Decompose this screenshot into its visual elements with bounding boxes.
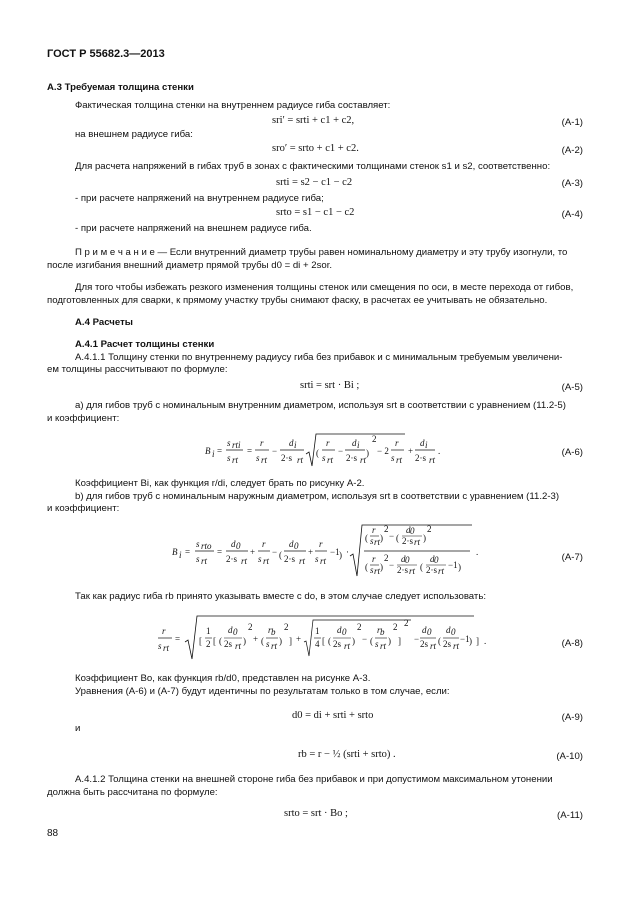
svg-text:s: s (315, 554, 319, 564)
svg-text:rt: rt (163, 643, 170, 653)
svg-text:i: i (425, 440, 428, 450)
svg-text:[: [ (199, 636, 202, 646)
equation-a2: sro′ = srto + c1 + c2. (272, 143, 359, 154)
svg-text:(: ( (365, 562, 368, 572)
svg-text:(: ( (370, 636, 373, 646)
svg-text:−1: −1 (330, 547, 340, 557)
svg-text:): ) (423, 533, 426, 543)
text-line: а) для гибов труб с номинальным внутренним диаметром, используя srt в соответствии с уравнением (11.2-5) (75, 400, 566, 411)
svg-text:s: s (370, 536, 374, 546)
svg-text:): ) (339, 550, 342, 560)
equation-number: (А-2) (561, 145, 583, 156)
svg-text:]: ] (398, 636, 401, 646)
text-line: А.4.1.1 Толщину стенки по внутреннему радиусу гиба без прибавок и с минимальным требуемым увеличени- (75, 352, 563, 363)
svg-text:d: d (420, 438, 425, 448)
svg-text:): ) (380, 562, 383, 572)
text-line: и коэффициент: (47, 413, 120, 424)
svg-text:rt: rt (380, 641, 387, 651)
svg-text:(: ( (328, 636, 331, 646)
svg-text:[: [ (322, 636, 325, 646)
svg-text:1: 1 (206, 626, 211, 636)
svg-text:2·s: 2·s (397, 565, 408, 575)
svg-text:0: 0 (405, 555, 410, 565)
svg-text:.: . (476, 547, 479, 557)
svg-text:]: ] (476, 636, 479, 646)
svg-text:): ) (469, 636, 472, 646)
svg-text:rt: rt (320, 556, 327, 566)
svg-text:2·s: 2·s (346, 453, 357, 463)
note-line: после изгибания внешний диаметр прямой трубы d0 = di + 2sor. (47, 260, 333, 271)
svg-text:−: − (362, 634, 368, 644)
svg-text:s: s (227, 438, 231, 448)
svg-text:s: s (258, 554, 262, 564)
svg-text:rt: rt (297, 455, 304, 465)
svg-text:i: i (357, 440, 360, 450)
svg-text:r: r (268, 625, 272, 635)
svg-text:(: ( (420, 562, 423, 572)
svg-text:−: − (338, 446, 344, 456)
svg-text:=: = (175, 634, 181, 644)
svg-text:−: − (272, 446, 278, 456)
svg-text:]: ] (289, 636, 292, 646)
equation-number: (А-8) (561, 638, 583, 649)
svg-text:0: 0 (451, 627, 456, 637)
svg-text:+: + (253, 634, 259, 644)
svg-text:rt: rt (327, 455, 334, 465)
svg-text:(: ( (438, 636, 441, 646)
svg-text:d: d (289, 438, 294, 448)
svg-text:0: 0 (236, 541, 241, 551)
equation-number: (А-5) (561, 382, 583, 393)
svg-text:2: 2 (372, 434, 377, 444)
svg-text:s: s (322, 453, 326, 463)
svg-text:−: − (414, 634, 420, 644)
svg-text:.: . (484, 636, 487, 646)
svg-text:(: ( (316, 448, 319, 458)
equation-a10: rb = r − ½ (srti + srto) . (298, 749, 396, 760)
svg-text:2: 2 (384, 553, 389, 563)
text-line: Так как радиус гиба rb принято указывать вместе с do, в этом случае следует использовать: (75, 591, 486, 602)
text-line: подготовленных для сварки, к прямому участку трубы снимают фаску, в расчетах ее учитывать не обязательно. (47, 295, 548, 306)
svg-text:−1: −1 (448, 560, 458, 570)
text-line: А.4.1.2 Толщина стенки на внешней стороне гиба без прибавок и при допустимом максимальном утонении (75, 774, 553, 785)
svg-text:2s: 2s (420, 639, 429, 649)
svg-text:rt: rt (271, 641, 278, 651)
svg-text:·: · (346, 547, 349, 557)
svg-text:s: s (256, 453, 260, 463)
svg-text:s: s (158, 641, 162, 651)
svg-text:rt: rt (430, 641, 437, 651)
svg-text:−1: −1 (460, 634, 470, 644)
svg-text:r: r (162, 626, 166, 636)
svg-text:b: b (380, 627, 385, 637)
section-a4-title: А.4 Расчеты (75, 317, 133, 328)
svg-text:s: s (196, 554, 200, 564)
text-line: ем толщины рассчитывают по формуле: (47, 364, 228, 375)
svg-text:d: d (228, 625, 233, 635)
svg-text:rt: rt (344, 641, 351, 651)
svg-text:2: 2 (393, 622, 398, 632)
svg-text:rt: rt (438, 566, 445, 576)
equation-number: (А-6) (561, 447, 583, 458)
svg-text:2: 2 (248, 622, 253, 632)
svg-text:0: 0 (294, 541, 299, 551)
svg-text:s: s (196, 539, 200, 549)
svg-text:0: 0 (233, 627, 238, 637)
formula-a6 (205, 432, 441, 473)
svg-text:=: = (217, 547, 223, 557)
svg-text:−: − (389, 531, 395, 541)
svg-text:rto: rto (201, 541, 212, 551)
text-line: Коэффициент Bi, как функция r/di, следует брать по рисунку А-2. (75, 478, 365, 489)
svg-text:2: 2 (206, 639, 211, 649)
svg-text:+: + (296, 634, 302, 644)
svg-text:rt: rt (396, 455, 403, 465)
text-line: b) для гибов труб с номинальным наружным диаметром, используя srt в соответствии с уравнением (11.2-3) (75, 491, 560, 502)
svg-text:s: s (266, 639, 270, 649)
svg-text:s: s (375, 639, 379, 649)
svg-text:rt: rt (374, 566, 381, 576)
svg-text:): ) (366, 448, 369, 458)
svg-text:0: 0 (410, 526, 415, 536)
svg-text:B: B (205, 446, 211, 456)
svg-text:2: 2 (384, 524, 389, 534)
text-line: на внешнем радиусе гиба: (75, 129, 193, 140)
svg-text:): ) (458, 562, 461, 572)
svg-text:(: ( (261, 636, 264, 646)
svg-text:rt: rt (201, 556, 208, 566)
svg-text:2: 2 (404, 618, 409, 628)
svg-text:s: s (227, 453, 231, 463)
svg-text:rt: rt (429, 455, 436, 465)
svg-text:d: d (422, 625, 427, 635)
svg-text:d: d (352, 438, 357, 448)
svg-text:rt: rt (241, 556, 248, 566)
svg-text:0: 0 (427, 627, 432, 637)
svg-text:r: r (395, 438, 399, 448)
page-number: 88 (47, 828, 59, 839)
svg-text:rt: rt (235, 641, 242, 651)
svg-text:+: + (408, 446, 414, 456)
svg-text:+: + (308, 547, 314, 557)
svg-text:d: d (406, 525, 411, 535)
svg-text:−: − (389, 560, 395, 570)
text-line: Уравнения (А-6) и (А-7) будут идентичны по результатам только в том случае, если: (75, 686, 450, 697)
equation-number: (А-1) (561, 117, 583, 128)
svg-text:(: ( (219, 636, 222, 646)
svg-text:rti: rti (232, 440, 241, 450)
svg-text:): ) (279, 636, 282, 646)
svg-text:rt: rt (360, 455, 367, 465)
svg-text:2·s: 2·s (226, 554, 237, 564)
svg-text:r: r (319, 539, 323, 549)
svg-text:i: i (212, 449, 215, 459)
equation-number: (А-11) (557, 810, 583, 821)
svg-text:4: 4 (315, 639, 320, 649)
standard-header: ГОСТ Р 55682.3—2013 (47, 48, 165, 60)
svg-text:r: r (377, 625, 381, 635)
svg-text:r: r (372, 525, 376, 535)
svg-text:rt: rt (263, 556, 270, 566)
svg-text:0: 0 (342, 627, 347, 637)
svg-text:r: r (260, 438, 264, 448)
svg-text:− 2: − 2 (377, 446, 389, 456)
svg-text:2: 2 (427, 524, 432, 534)
svg-text:0: 0 (434, 555, 439, 565)
svg-text:=: = (185, 547, 191, 557)
svg-text:r: r (326, 438, 330, 448)
svg-text:): ) (380, 533, 383, 543)
svg-text:s: s (391, 453, 395, 463)
svg-text:d: d (231, 539, 236, 549)
text-line: - при расчете напряжений на внешнем радиусе гиба. (75, 223, 312, 234)
svg-text:2·s: 2·s (284, 554, 295, 564)
svg-text:2s: 2s (443, 639, 452, 649)
text-line: - при расчете напряжений на внутреннем радиусе гиба; (75, 193, 324, 204)
equation-a3: srti = s2 − c1 − c2 (276, 177, 353, 188)
svg-text:r: r (262, 539, 266, 549)
svg-text:=: = (247, 446, 253, 456)
equation-a4: srto = s1 − c1 − c2 (276, 207, 355, 218)
svg-text:.: . (438, 446, 441, 456)
equation-a11: srto = srt · Bo ; (284, 808, 348, 819)
text-line: Для расчета напряжений в гибах труб в зонах с фактическими толщинами стенок s1 и s2, соответственно: (75, 161, 551, 172)
svg-text:d: d (430, 554, 435, 564)
section-a3-title: А.3 Требуемая толщина стенки (47, 82, 194, 93)
svg-text:s: s (370, 565, 374, 575)
svg-text:r: r (372, 554, 376, 564)
svg-text:2·s: 2·s (281, 453, 292, 463)
text-line: Фактическая толщина стенки на внутреннем радиусе гиба составляет: (75, 100, 391, 111)
svg-text:rt: rt (261, 455, 268, 465)
svg-text:i: i (294, 440, 297, 450)
equation-a5: srti = srt · Bi ; (300, 380, 360, 391)
svg-text:i: i (179, 550, 182, 560)
text-line: должна быть рассчитана по формуле: (47, 787, 218, 798)
svg-text:(: ( (279, 550, 282, 560)
svg-text:b: b (271, 627, 276, 637)
note-line: П р и м е ч а н и е — Если внутренний диаметр трубы равен номинальному диаметру и эту трубу изогнули, то (75, 247, 568, 258)
svg-text:2·s: 2·s (402, 536, 413, 546)
svg-text:rt: rt (414, 537, 421, 547)
svg-text:rt: rt (374, 537, 381, 547)
equation-a9: d0 = di + srti + srto (292, 710, 374, 721)
equation-number: (А-9) (561, 712, 583, 723)
svg-text:(: ( (365, 533, 368, 543)
svg-text:2s: 2s (224, 639, 233, 649)
svg-text:+: + (250, 547, 256, 557)
text-line: Для того чтобы избежать резкого изменения толщины стенок или смещения по оси, в месте перехода от гибов, (75, 282, 574, 293)
svg-text:2·s: 2·s (426, 565, 437, 575)
svg-text:1: 1 (315, 626, 320, 636)
text-line: Коэффициент Bo, как функция rb/d0, представлен на рисунке А-3. (75, 673, 371, 684)
svg-text:(: ( (396, 533, 399, 543)
svg-text:d: d (289, 539, 294, 549)
svg-text:2: 2 (284, 622, 289, 632)
svg-text:rt: rt (453, 641, 460, 651)
svg-text:rt: rt (232, 455, 239, 465)
equation-number: (А-7) (561, 552, 583, 563)
svg-text:2s: 2s (333, 639, 342, 649)
equation-number: (А-10) (556, 751, 583, 762)
equation-number: (А-4) (561, 209, 583, 220)
equation-number: (А-3) (561, 178, 583, 189)
svg-text:d: d (337, 625, 342, 635)
svg-text:2·s: 2·s (415, 453, 426, 463)
svg-text:): ) (243, 636, 246, 646)
svg-text:[: [ (213, 636, 216, 646)
text-line: и коэффициент: (47, 503, 120, 514)
formula-a7 (172, 524, 482, 583)
svg-text:d: d (446, 625, 451, 635)
svg-text:rt: rt (299, 556, 306, 566)
equation-a1: sri′ = srti + c1 + c2, (272, 115, 355, 126)
svg-text:): ) (352, 636, 355, 646)
svg-text:2: 2 (357, 622, 362, 632)
svg-text:rt: rt (409, 566, 416, 576)
section-a41-title: А.4.1 Расчет толщины стенки (75, 339, 215, 350)
svg-text:): ) (388, 636, 391, 646)
svg-text:=: = (217, 446, 223, 456)
text-line: и (75, 723, 81, 734)
svg-text:d: d (401, 554, 406, 564)
formula-a8 (158, 614, 488, 665)
svg-text:B: B (172, 547, 178, 557)
svg-text:−: − (272, 547, 278, 557)
